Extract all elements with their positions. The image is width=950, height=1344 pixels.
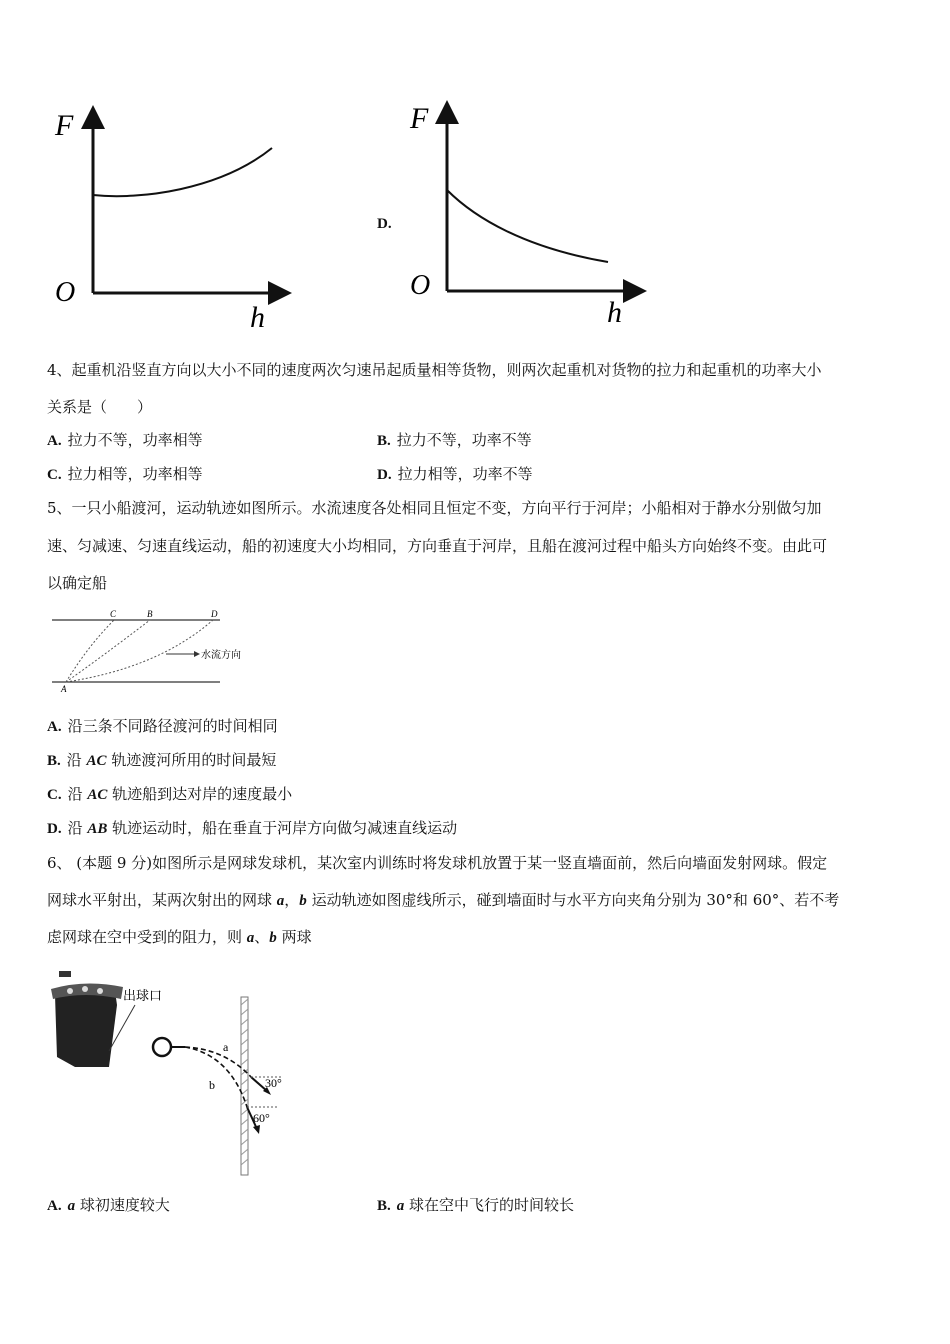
tennis-launcher-figure xyxy=(45,965,305,1177)
x-axis-label: h xyxy=(250,301,265,334)
path-b-label: b xyxy=(209,1078,215,1092)
q5-option-a: A. 沿三条不同路径渡河的时间相同 xyxy=(47,717,278,735)
q4-option-d: D. 拉力相等，功率不等 xyxy=(377,465,533,483)
q5-option-d: D. 沿 AB 轨迹运动时，船在垂直于河岸方向做匀减速直线运动 xyxy=(47,819,458,837)
point-b-label: B xyxy=(147,609,153,619)
q4-option-c: C. 拉力相等，功率相等 xyxy=(47,465,203,483)
origin-label: O xyxy=(410,270,431,301)
q5-option-b: B. 沿 AC 轨迹渡河所用的时间最短 xyxy=(47,751,277,769)
angle-60-label: 60° xyxy=(253,1111,270,1125)
flow-direction-label: 水流方向 xyxy=(201,650,241,661)
point-c-label: C xyxy=(110,609,117,619)
path-a-label: a xyxy=(223,1040,229,1054)
point-d-label: D xyxy=(211,609,218,619)
graph-d xyxy=(405,98,645,333)
q4-text-line1: 4、起重机沿竖直方向以大小不同的速度两次匀速吊起质量相等货物，则两次起重机对货物的拉力和起重机的功率大小 xyxy=(47,361,822,379)
point-a-label: A xyxy=(61,684,67,694)
q5-text-line2: 速、匀减速、匀速直线运动，船的初速度大小均相同，方向垂直于河岸，且船在渡河过程中船头方向始终不变。由此可 xyxy=(47,537,828,555)
q4-text-line2: 关系是（ ） xyxy=(47,398,153,416)
q4-option-b: B. 拉力不等，功率不等 xyxy=(377,431,532,449)
q4-option-a: A. 拉力不等，功率相等 xyxy=(47,431,203,449)
q5-text-line3: 以确定船 xyxy=(47,574,108,592)
graph-c xyxy=(50,105,290,335)
q6-option-b: B. a 球在空中飞行的时间较长 xyxy=(377,1196,575,1214)
x-axis-label: h xyxy=(607,296,622,329)
q6-text-line1: 6、 (本题 9 分)如图所示是网球发球机，某次室内训练时将发球机放置于某一竖直墙面前，然后向墙面发射网球。假定 xyxy=(47,854,828,872)
origin-label: O xyxy=(55,277,76,308)
y-axis-label: F xyxy=(410,102,429,135)
y-axis-label: F xyxy=(55,109,74,142)
option-d-label: D. xyxy=(377,216,392,232)
outlet-label: 出球口 xyxy=(123,988,163,1003)
angle-30-label: 30° xyxy=(265,1076,282,1090)
q6-text-line2: 网球水平射出，某两次射出的网球 a，b 运动轨迹如图虚线所示，碰到墙面时与水平方向夹角分别为 30°和 60°、若不考 xyxy=(47,891,840,909)
river-crossing-figure xyxy=(48,606,241,694)
q5-text-line1: 5、一只小船渡河，运动轨迹如图所示。水流速度各处相同且恒定不变，方向平行于河岸；小船相对于静水分别做匀加 xyxy=(47,499,822,517)
q6-option-a: A. a 球初速度较大 xyxy=(47,1196,170,1214)
q6-text-line3: 虑网球在空中受到的阻力，则 a、b 两球 xyxy=(47,928,312,946)
q5-option-c: C. 沿 AC 轨迹船到达对岸的速度最小 xyxy=(47,785,293,803)
